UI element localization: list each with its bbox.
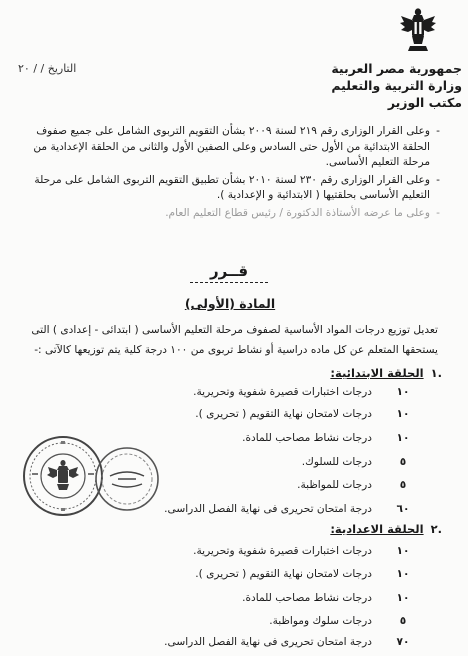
decision-title-text: قــرر <box>209 262 249 280</box>
grade-description: درجة امتحان تحريرى فى نهاية الفصل الدراسى. <box>164 503 372 515</box>
grade-score: ٦٠ <box>396 503 410 515</box>
grade-row <box>130 479 416 495</box>
grade-score: ١٠ <box>396 386 410 398</box>
country-name: جمهورية مصر العربية <box>331 61 462 76</box>
grade-row <box>130 615 416 631</box>
stage-heading-primary <box>330 366 442 380</box>
grade-description: درجات للمواظبة. <box>297 479 372 491</box>
stamp-icon <box>94 446 160 512</box>
grade-row <box>130 592 416 608</box>
grade-description: درجات سلوك ومواظبة. <box>269 615 372 627</box>
grade-description: درجات للسلوك. <box>301 456 372 468</box>
grade-score: ١٠ <box>396 408 410 420</box>
grade-score: ١٠ <box>396 432 410 444</box>
article-title: المادة (الأولى) <box>184 296 276 311</box>
stage-title: الحلقة الاعدادية: <box>330 522 424 536</box>
date-field: التاريخ / / ٢٠ <box>18 62 77 75</box>
decision-underline <box>190 282 268 283</box>
preamble-item: - وعلى القرار الوزارى رقم ٢٣٠ لسنة ٢٠١٠ بشأن تطبيق التقويم التربوى الشامل على مرحلة التعليم الأساسى بحلقتيها ( الابتدائية و الإعدادية ). <box>22 173 440 204</box>
grade-row <box>130 386 416 402</box>
grade-description: درجات لامتحان نهاية التقويم ( تحريرى ). <box>195 408 372 420</box>
stage-heading-preparatory <box>330 522 442 536</box>
grade-row <box>130 636 416 652</box>
grade-description: درجات اختبارات قصيرة شفوية وتحريرية. <box>193 386 372 398</box>
ministry-letterhead <box>322 60 462 111</box>
ministry-name: وزارة التربية والتعليم <box>331 78 462 93</box>
grade-description: درجات لامتحان نهاية التقويم ( تحريرى ). <box>195 568 372 580</box>
grade-score: ١٠ <box>396 592 410 604</box>
grade-row <box>130 503 416 519</box>
grade-description: درجة امتحان تحريرى فى نهاية الفصل الدراسى. <box>164 636 372 648</box>
grade-score: ٧٠ <box>396 636 410 648</box>
grade-score: ٥ <box>399 479 407 491</box>
grade-score: ١٠ <box>396 545 410 557</box>
preamble-item: - وعلى القرار الوزارى رقم ٢١٩ لسنة ٢٠٠٩ بشأن التقويم التربوى الشامل على جميع صفوف الحلقة الابتدائية من الأول حتى السادس وعلى الصفين الأول والثانى من الحلقة الإعدادية من مرحلة التعليم الأساسى. <box>22 124 440 171</box>
grade-description: درجات اختبارات قصيرة شفوية وتحريرية. <box>193 545 372 557</box>
grade-description: درجات نشاط مصاحب للمادة. <box>242 592 372 604</box>
grade-score: ٥ <box>399 615 407 627</box>
grade-row <box>130 408 416 424</box>
grade-row <box>130 568 416 584</box>
stage-number: .٢ <box>430 522 442 536</box>
stage-number: .١ <box>430 366 442 380</box>
office-name: مكتب الوزير <box>387 95 462 110</box>
article-text: تعديل توزيع درجات المواد الأساسية لصفوف مرحلة التعليم الأساسى ( ابتدائى - إعدادى ) التى يستحقها المتعلم عن كل ماده دراسية أو نشاط تربوى من ١٠٠ درجة كلية يتم توزيعها كالآتى :- <box>31 324 438 356</box>
stage-title: الحلقة الابتدائية: <box>330 366 424 380</box>
grade-row <box>130 545 416 561</box>
grade-row <box>130 432 416 448</box>
decision-title <box>184 262 274 282</box>
grade-row <box>130 456 416 472</box>
preamble <box>22 124 440 224</box>
preamble-item: - وعلى ما عرضه الأستاذة الدكتورة / رئيس قطاع التعليم العام. <box>22 206 440 222</box>
grade-score: ١٠ <box>396 568 410 580</box>
official-seal-icon <box>22 435 104 517</box>
eagle-emblem-icon <box>398 6 438 56</box>
grade-score: ٥ <box>399 456 407 468</box>
grade-description: درجات نشاط مصاحب للمادة. <box>242 432 372 444</box>
